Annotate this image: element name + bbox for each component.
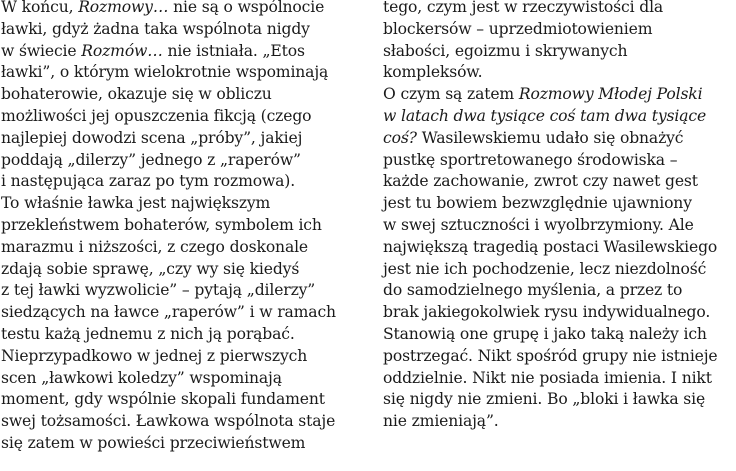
text-line: [383, 324, 736, 346]
italic-text-run: Rozmowy Młodej Polski: [518, 85, 703, 104]
text-line: [383, 150, 736, 172]
text-line: [1, 215, 371, 237]
italic-text-run: w latach dwa tysiące coś tam dwa tysiące: [383, 106, 707, 125]
text-line: [1, 346, 371, 368]
text-line: [383, 128, 736, 150]
text-line: [1, 237, 371, 259]
text-run: każde zachowanie, zwrot czy nawet gest: [383, 172, 698, 191]
text-run: marazmu i niższości, z czego doskonale: [1, 237, 309, 256]
text-line: [1, 171, 371, 193]
text-line: [383, 106, 736, 128]
italic-text-run: Rozmowy…: [78, 0, 169, 16]
text-line: [1, 106, 371, 128]
text-line: [383, 41, 736, 63]
text-line: [383, 237, 736, 259]
text-line: [383, 346, 736, 368]
text-run: nie istniała. „Etos: [162, 41, 305, 60]
text-line: [383, 0, 736, 19]
text-line: [383, 84, 736, 106]
text-run: się zatem w powieści przeciwieństwem: [1, 433, 306, 452]
text-line: [383, 259, 736, 281]
text-line: [383, 62, 736, 84]
text-run: Nieprzypadkowo w jednej z pierwszych: [1, 346, 308, 365]
text-line: [383, 280, 736, 302]
text-run: brak jakiegokolwiek rysu indywidualnego.: [383, 303, 711, 322]
text-line: [1, 193, 371, 215]
text-run: możliwości jej opuszczenia fikcją (czego: [1, 106, 312, 125]
text-line: [1, 433, 371, 455]
text-run: ławki”, o którym wielokrotnie wspominają: [1, 63, 329, 82]
text-line: [1, 389, 371, 411]
text-line: [1, 411, 371, 433]
text-run: najlepiej dowodzi scena „próby”, jakiej: [1, 128, 303, 147]
text-run: tego, czym jest w rzeczywistości dla: [383, 0, 664, 16]
text-run: się nigdy nie zmieni. Bo „bloki i ławka się: [383, 390, 706, 409]
text-line: [1, 128, 371, 150]
text-run: przekleństwem bohaterów, symbolem ich: [1, 215, 322, 234]
text-run: Stanowią one grupę i jako taką należy ich: [383, 324, 707, 343]
text-line: [383, 302, 736, 324]
right-text-column: [383, 0, 736, 433]
text-line: [383, 215, 736, 237]
text-run: słabości, egoizmu i skrywanych: [383, 41, 628, 60]
text-run: pustkę sportretowanego środowiska –: [383, 150, 678, 169]
text-line: [1, 19, 371, 41]
text-run: z tej ławki wyzwolicie” – pytają „dilerzy”: [1, 281, 316, 300]
text-run: swej tożsamości. Ławkowa wspólnota staje: [1, 412, 336, 431]
left-text-column: [1, 0, 371, 455]
text-line: [383, 411, 736, 433]
text-run: kompleksów.: [383, 63, 483, 82]
text-line: [1, 0, 371, 19]
text-run: postrzegać. Nikt spośród grupy nie istnieje: [383, 346, 718, 365]
text-line: [1, 302, 371, 324]
text-line: [1, 280, 371, 302]
text-run: scen „ławkowi koledzy” wspominają: [1, 368, 282, 387]
text-line: [383, 171, 736, 193]
text-run: To właśnie ławka jest największym: [1, 194, 271, 213]
text-run: nie są o wspólnocie: [168, 0, 325, 16]
text-line: [383, 389, 736, 411]
text-line: [1, 324, 371, 346]
text-line: [1, 62, 371, 84]
text-run: oddzielnie. Nikt nie posiada imienia. I nikt: [383, 368, 712, 387]
italic-text-run: coś?: [383, 128, 417, 147]
text-line: [1, 259, 371, 281]
italic-text-run: Rozmów…: [81, 41, 163, 60]
text-run: moment, gdy wspólnie skopali fundament: [1, 390, 325, 409]
text-run: nie zmieniają”.: [383, 412, 499, 431]
text-line: [383, 19, 736, 41]
text-run: zdają sobie sprawę, „czy wy się kiedyś: [1, 259, 300, 278]
text-run: w swej sztuczności i wyolbrzymiony. Ale: [383, 215, 694, 234]
text-line: [1, 41, 371, 63]
text-run: i następująca zaraz po tym rozmowa).: [1, 172, 296, 191]
text-run: bohaterowie, okazuje się w obliczu: [1, 85, 272, 104]
text-run: W końcu,: [1, 0, 79, 16]
text-run: poddają „dilerzy” jednego z „raperów”: [1, 150, 301, 169]
text-run: O czym są zatem: [383, 85, 519, 104]
text-run: największą tragedią postaci Wasilewskiego: [383, 237, 718, 256]
text-run: jest tu bowiem bezwzględnie ujawniony: [383, 194, 692, 213]
text-run: ławki, gdyż żadna taka wspólnota nigdy: [1, 19, 310, 38]
text-run: Wasilewskiemu udało się obnażyć: [416, 128, 684, 147]
text-line: [1, 84, 371, 106]
text-run: do samodzielnego myślenia, a przez to: [383, 281, 683, 300]
text-run: w świecie: [1, 41, 82, 60]
text-run: blockersów – uprzedmiotowieniem: [383, 19, 653, 38]
text-line: [1, 368, 371, 390]
text-line: [383, 193, 736, 215]
text-run: siedzących na ławce „raperów” i w ramach: [1, 303, 336, 322]
text-run: jest nie ich pochodzenie, lecz niezdolność: [383, 259, 707, 278]
text-line: [383, 368, 736, 390]
text-line: [1, 150, 371, 172]
text-run: testu każą jednemu z nich ją porąbać.: [1, 324, 295, 343]
